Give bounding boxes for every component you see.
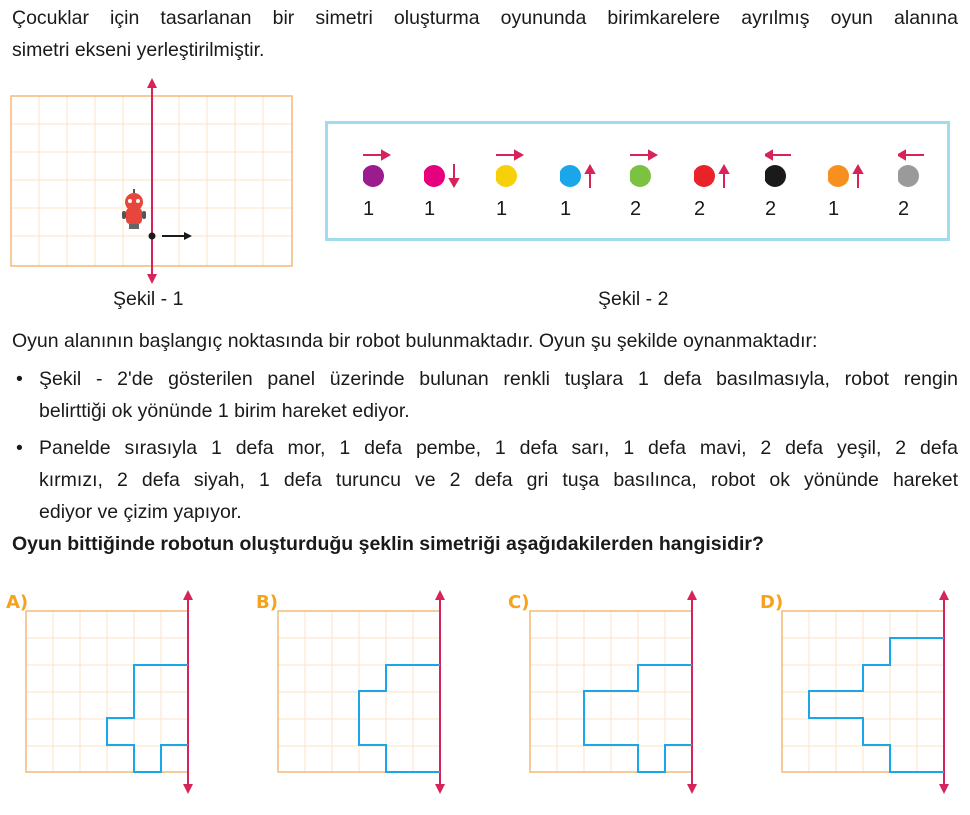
arrow-up-icon — [586, 166, 594, 188]
bullet-2-line-3: ediyor ve çizim yapıyor. — [39, 501, 242, 523]
arrow-right-icon — [630, 151, 656, 159]
key-2[interactable] — [424, 146, 464, 226]
key-9-count: 2 — [898, 198, 910, 220]
bullet-1-line-2: belirttiği ok yönünde 1 birim hareket ediyor. — [39, 400, 410, 422]
option-b-figure[interactable] — [276, 588, 451, 798]
intro-line-1: Çocuklar için tasarlanan bir simetri oluşturma oyununda birimkarelere ayrılmış oyun alanına — [12, 7, 958, 29]
arrow-up-icon — [720, 166, 728, 188]
figure-1-game-area — [8, 76, 298, 286]
option-b-letter[interactable]: B) — [256, 592, 278, 613]
key-4[interactable] — [560, 146, 600, 226]
arrow-right-icon — [363, 151, 389, 159]
symmetry-axis — [147, 78, 157, 284]
arrow-left-icon — [898, 151, 924, 159]
key-4-count: 1 — [560, 198, 572, 220]
figure-1-caption: Şekil - 1 — [113, 288, 184, 310]
key-8-count: 1 — [828, 198, 840, 220]
key-7-count: 2 — [765, 198, 777, 220]
bullet-2-line-2: kırmızı, 2 defa siyah, 1 defa turuncu ve 2 defa gri tuşa basılınca, robot ok yönünde hareket — [39, 469, 958, 491]
key-3-dot — [496, 146, 536, 196]
key-1-dot — [363, 146, 403, 196]
key-1[interactable] — [363, 146, 403, 226]
key-2-count: 1 — [424, 198, 436, 220]
robot-icon — [122, 189, 146, 229]
key-3[interactable] — [496, 146, 536, 226]
key-5-count: 2 — [630, 198, 642, 220]
arrow-left-icon — [765, 151, 791, 159]
key-7[interactable] — [765, 146, 805, 226]
key-3-count: 1 — [496, 198, 508, 220]
arrow-up-icon — [854, 166, 862, 188]
key-5[interactable] — [630, 146, 670, 226]
key-8-dot — [828, 146, 868, 196]
intro-line-2: simetri ekseni yerleştirilmiştir. — [12, 39, 265, 61]
arrow-down-icon — [450, 164, 458, 186]
bullet-2: • Panelde sırasıyla 1 defa mor, 1 defa pembe, 1 defa sarı, 1 defa mavi, 2 defa yeşil, 2 defa kırmızı, 2 defa siyah, 1 defa turuncu ve 2 defa gri tuşa basılınca, robot ok yönünde hareket ediyor ve çizim yapıyor. — [12, 432, 958, 528]
key-4-dot — [560, 146, 600, 196]
key-9[interactable] — [898, 146, 938, 226]
bullet-1-line-1: Şekil - 2'de gösterilen panel üzerinde bulunan renkli tuşlara 1 defa basılmasıyla, robot rengin — [39, 368, 958, 390]
key-6-count: 2 — [694, 198, 706, 220]
arrow-right-icon — [496, 151, 522, 159]
intro-paragraph — [12, 2, 958, 66]
bullet-2-line-1: Panelde sırasıyla 1 defa mor, 1 defa pembe, 1 defa sarı, 1 defa mavi, 2 defa yeşil, 2 defa — [39, 437, 958, 459]
option-c-letter[interactable]: C) — [508, 592, 530, 613]
key-8[interactable] — [828, 146, 868, 226]
key-6[interactable] — [694, 146, 734, 226]
paragraph-2: Oyun alanının başlangıç noktasında bir robot bulunmaktadır. Oyun şu şekilde oynanmaktadır: — [12, 330, 818, 352]
figure-2-key-panel — [325, 121, 950, 241]
bullet-1: • Şekil - 2'de gösterilen panel üzerinde bulunan renkli tuşlara 1 defa basılmasıyla, robot rengin belirttiği ok yönünde 1 birim hareket ediyor. — [12, 363, 958, 427]
key-1-count: 1 — [363, 198, 375, 220]
option-a-letter[interactable]: A) — [6, 592, 29, 613]
option-d-shape — [809, 638, 944, 772]
key-7-dot — [765, 146, 805, 196]
start-point — [149, 233, 156, 240]
key-2-dot — [424, 146, 464, 196]
figure-2-caption: Şekil - 2 — [598, 288, 669, 310]
question: Oyun bittiğinde robotun oluşturduğu şeklin simetriği aşağıdakilerden hangisidir? — [12, 533, 764, 555]
key-6-dot — [694, 146, 734, 196]
direction-arrow-icon — [162, 232, 192, 240]
key-9-dot — [898, 146, 938, 196]
option-d-letter[interactable]: D) — [760, 592, 784, 613]
option-c-figure[interactable] — [528, 588, 703, 798]
option-d-figure[interactable] — [780, 588, 955, 798]
key-5-dot — [630, 146, 670, 196]
option-a-figure[interactable] — [24, 588, 199, 798]
